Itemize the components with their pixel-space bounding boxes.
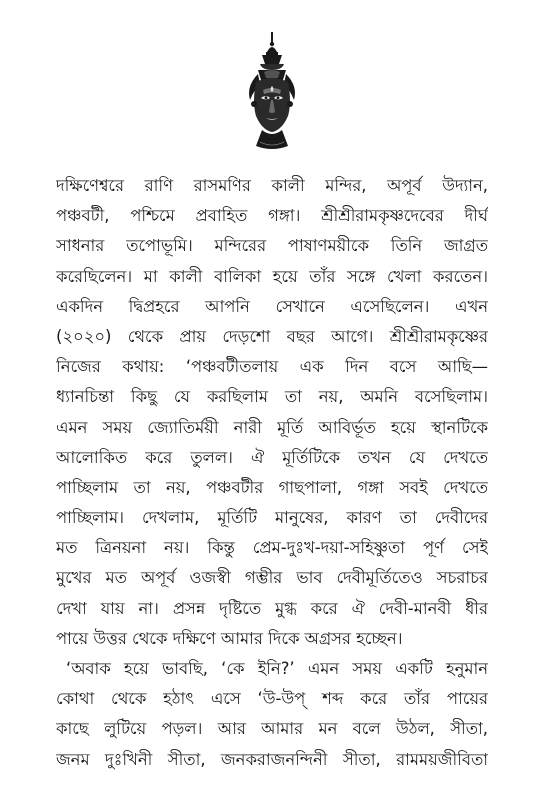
text-line: পঞ্চবটী, পশ্চিমে প্রবাহিত গঙ্গা। শ্রীশ্রীরামকৃষ্ণদেবের দীর্ঘ [56,206,488,226]
text-line: ‘অবাক হয়ে ভাবছি, ‘কে ইনি?’ এমন সময় একটি হনুমান [66,659,488,678]
text-line: কোথা থেকে হঠাৎ এসে ‘উ-উপ্ শব্দ করে তাঁর পায়ের [56,689,488,709]
text-line: কাছে লুটিয়ে পড়ল। আর আমার মন বলে উঠল, সীতা, [56,719,488,739]
text-line: পায়ে উত্তর থেকে দক্ষিণে আমার দিকে অগ্রসর হচ্ছেন। [56,628,403,648]
body-text [56,171,488,775]
text-line: মত ত্রিনয়না নয়। কিন্তু প্রেম-দুঃখ-দয়া-সহিষ্ণুতা পূর্ণ সেই [56,538,488,558]
deity-head-crown-icon [236,30,308,154]
paragraph-1 [56,171,488,654]
text-line: ধ্যানচিন্তা কিছু যে করছিলাম তা নয়, অমনি বসেছিলাম। [56,387,488,407]
text-line: সাধনার তপোভূমি। মন্দিরের পাষাণময়ীকে তিনি জাগ্রত [56,236,488,256]
text-line: নিজের কথায়: ‘পঞ্চবটীতলায় এক দিন বসে আছি— [56,357,488,377]
text-line: পাচ্ছিলাম। দেখলাম, মূর্তিটি মানুষের, কারণ তা দেবীদের [56,508,488,528]
text-line: দক্ষিণেশ্বরে রাণি রাসমণির কালী মন্দির, অপূর্ব উদ্যান, [56,176,488,195]
text-line: এমন সময় জ্যোতির্ময়ী নারী মূর্তি আবির্ভূত হয়ে স্থানটিকে [56,417,488,437]
text-line: পাচ্ছিলাম তা নয়, পঞ্চবটীর গাছপালা, গঙ্গা সবই দেখতে [56,477,488,497]
text-line: (২০২০) থেকে প্রায় দেড়শো বছর আগে। শ্রীশ্রীরামকৃষ্ণের [56,326,488,346]
text-line: একদিন দ্বিপ্রহরে আপনি সেখানে এসেছিলেন। এখন [56,296,488,316]
text-line: করেছিলেন। মা কালী বালিকা হয়ে তাঁর সঙ্গে খেলা করতেন। [56,266,488,286]
text-line: জনম দুঃখিনী সীতা, জনকরাজনন্দিনী সীতা, রামময়জীবিতা [56,749,488,769]
text-line: মুখের মত অপূর্ব ওজস্বী গম্ভীর ভাব দেবীমূর্তিতেও সচরাচর [56,568,488,588]
text-line: দেখা যায় না। প্রসন্ন দৃষ্টিতে মুগ্ধ করে ঐ দেবী-মানবী ধীর [56,598,488,618]
text-line: আলোকিত করে তুলল। ঐ মূর্তিটিকে তখন যে দেখতে [56,447,488,467]
paragraph-2 [56,654,488,775]
